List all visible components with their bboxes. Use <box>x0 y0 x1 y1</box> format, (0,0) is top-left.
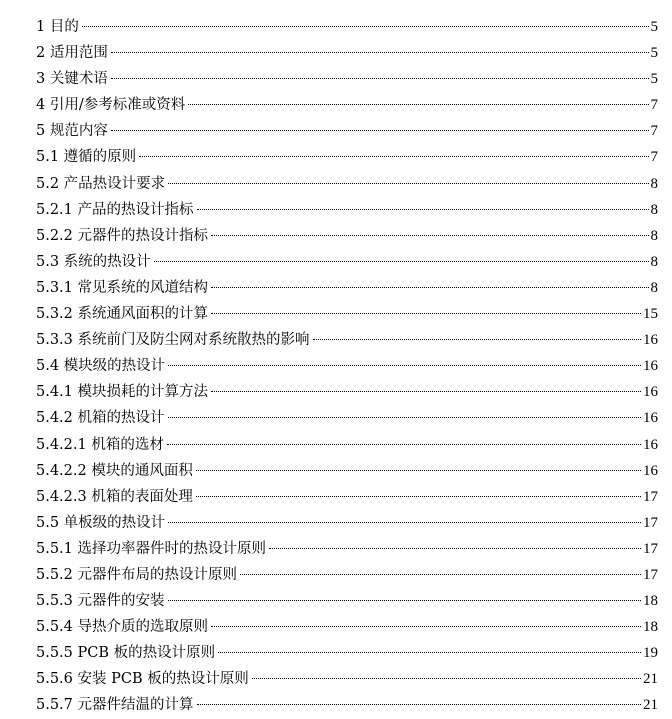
toc-entry-page: 7 <box>650 97 658 114</box>
toc-entry-5-4-2-2[interactable] <box>36 458 658 484</box>
toc-entry-5-5-4[interactable] <box>36 614 658 640</box>
toc-entry-label: 5.4.2.3 机箱的表面处理 <box>36 488 193 505</box>
toc-entry-label: 5.4.2.2 模块的通风面积 <box>36 462 193 479</box>
dot-leader <box>188 104 648 105</box>
dot-leader <box>240 574 641 575</box>
toc-entry-5-5-5[interactable] <box>36 640 658 666</box>
dot-leader <box>196 470 641 471</box>
toc-entry-5-3-3[interactable] <box>36 327 658 353</box>
dot-leader <box>168 365 641 366</box>
toc-entry-page: 17 <box>643 540 658 557</box>
toc-entry-page: 16 <box>643 436 658 453</box>
dot-leader <box>168 183 648 184</box>
toc-entry-label: 5.5.3 元器件的安装 <box>36 593 165 610</box>
dot-leader <box>211 626 641 627</box>
toc-entry-label: 5.4.2.1 机箱的选材 <box>36 436 164 453</box>
toc-entry-5[interactable] <box>36 118 658 144</box>
toc-entry-page: 7 <box>650 149 658 166</box>
toc-entry-page: 16 <box>643 358 658 375</box>
toc-entry-3[interactable] <box>36 66 658 92</box>
toc-entry-5-5-7[interactable] <box>36 692 658 718</box>
dot-leader <box>167 444 641 445</box>
toc-entry-page: 8 <box>650 279 658 296</box>
dot-leader <box>139 156 648 157</box>
toc-entry-page: 16 <box>643 384 658 401</box>
toc-entry-5-4[interactable] <box>36 353 658 379</box>
toc-entry-4[interactable] <box>36 92 658 118</box>
dot-leader <box>82 26 649 27</box>
toc-entry-5-5[interactable] <box>36 510 658 536</box>
toc-entry-page: 5 <box>650 45 658 62</box>
dot-leader <box>252 678 641 679</box>
toc-entry-page: 18 <box>643 619 658 636</box>
dot-leader <box>211 391 641 392</box>
toc-entry-page: 5 <box>650 19 658 35</box>
toc-entry-5-2-2[interactable] <box>36 223 658 249</box>
toc-entry-label: 5.3.3 系统前门及防尘网对系统散热的影响 <box>36 332 310 349</box>
toc-entry-5-1[interactable] <box>36 144 658 170</box>
toc-entry-page: 16 <box>643 462 658 479</box>
dot-leader <box>154 261 649 262</box>
dot-leader <box>211 287 648 288</box>
toc-entry-label: 5.5 单板级的热设计 <box>36 514 166 531</box>
dot-leader <box>111 78 649 79</box>
toc-entry-5-3-2[interactable] <box>36 301 658 327</box>
toc-entry-page: 15 <box>643 306 658 323</box>
dot-leader <box>168 417 641 418</box>
toc-entry-5-2-1[interactable] <box>36 197 658 223</box>
dot-leader <box>197 209 649 210</box>
toc-entry-page: 8 <box>650 227 658 244</box>
toc-entry-page: 16 <box>643 332 658 349</box>
toc-entry-5-5-2[interactable] <box>36 562 658 588</box>
toc-entry-label: 5.4.1 模块损耗的计算方法 <box>36 384 209 401</box>
toc-entry-page: 17 <box>643 488 658 505</box>
table-of-contents <box>36 14 658 719</box>
dot-leader <box>111 52 649 53</box>
toc-entry-label: 5.2.2 元器件的热设计指标 <box>36 227 209 244</box>
toc-entry-label: 5.5.1 选择功率器件时的热设计原则 <box>36 540 267 557</box>
toc-entry-label: 5.3 系统的热设计 <box>36 253 151 270</box>
toc-entry-5-5-6[interactable] <box>36 666 658 692</box>
toc-entry-label: 5.1 遵循的原则 <box>36 149 137 166</box>
dot-leader <box>211 235 648 236</box>
toc-entry-label: 5.3.1 常见系统的风道结构 <box>36 279 209 296</box>
toc-entry-page: 16 <box>643 410 658 427</box>
toc-entry-label: 5.5.2 元器件布局的热设计原则 <box>36 566 238 583</box>
toc-entry-page: 5 <box>650 71 658 88</box>
toc-entry-label: 5.5.6 安装 PCB 板的热设计原则 <box>36 671 249 688</box>
toc-entry-5-2[interactable] <box>36 171 658 197</box>
toc-entry-5-5-1[interactable] <box>36 536 658 562</box>
toc-entry-page: 21 <box>643 697 658 714</box>
toc-entry-page: 19 <box>643 645 658 662</box>
toc-entry-5-5-3[interactable] <box>36 588 658 614</box>
toc-entry-label: 4 引用/参考标准或资料 <box>36 97 186 114</box>
toc-entry-page: 17 <box>643 514 658 531</box>
toc-entry-5-4-2-3[interactable] <box>36 484 658 510</box>
toc-entry-label: 5.4.2 机箱的热设计 <box>36 410 165 427</box>
toc-entry-label: 5.3.2 系统通风面积的计算 <box>36 306 209 323</box>
dot-leader <box>168 522 641 523</box>
toc-entry-label: 5.2 产品热设计要求 <box>36 175 166 192</box>
toc-entry-label: 1 目的 <box>36 19 79 35</box>
toc-entry-5-3-1[interactable] <box>36 275 658 301</box>
toc-entry-page: 8 <box>650 253 658 270</box>
toc-entry-5-4-2-1[interactable] <box>36 432 658 458</box>
dot-leader <box>218 652 641 653</box>
toc-entry-label: 5.5.5 PCB 板的热设计原则 <box>36 645 216 662</box>
toc-entry-5-3[interactable] <box>36 249 658 275</box>
toc-entry-label: 5.5.7 元器件结温的计算 <box>36 697 194 714</box>
toc-entry-page: 21 <box>643 671 658 688</box>
dot-leader <box>111 130 649 131</box>
toc-entry-page: 7 <box>650 123 658 140</box>
dot-leader <box>168 600 641 601</box>
toc-entry-label: 5.5.4 导热介质的选取原则 <box>36 619 209 636</box>
toc-entry-label: 5.2.1 产品的热设计指标 <box>36 201 194 218</box>
dot-leader <box>313 339 641 340</box>
toc-entry-page: 8 <box>650 175 658 192</box>
toc-entry-2[interactable] <box>36 40 658 66</box>
toc-entry-page: 8 <box>650 201 658 218</box>
dot-leader <box>211 313 641 314</box>
toc-entry-page: 18 <box>643 593 658 610</box>
toc-entry-label: 3 关键术语 <box>36 71 108 88</box>
toc-entry-page: 17 <box>643 566 658 583</box>
toc-entry-5-4-1[interactable] <box>36 379 658 405</box>
toc-entry-1[interactable] <box>36 14 658 40</box>
toc-entry-label: 2 适用范围 <box>36 45 108 62</box>
dot-leader <box>269 548 641 549</box>
dot-leader <box>197 704 641 705</box>
toc-entry-label: 5.4 模块级的热设计 <box>36 358 166 375</box>
toc-entry-5-4-2[interactable] <box>36 405 658 431</box>
toc-entry-label: 5 规范内容 <box>36 123 108 140</box>
dot-leader <box>196 496 641 497</box>
